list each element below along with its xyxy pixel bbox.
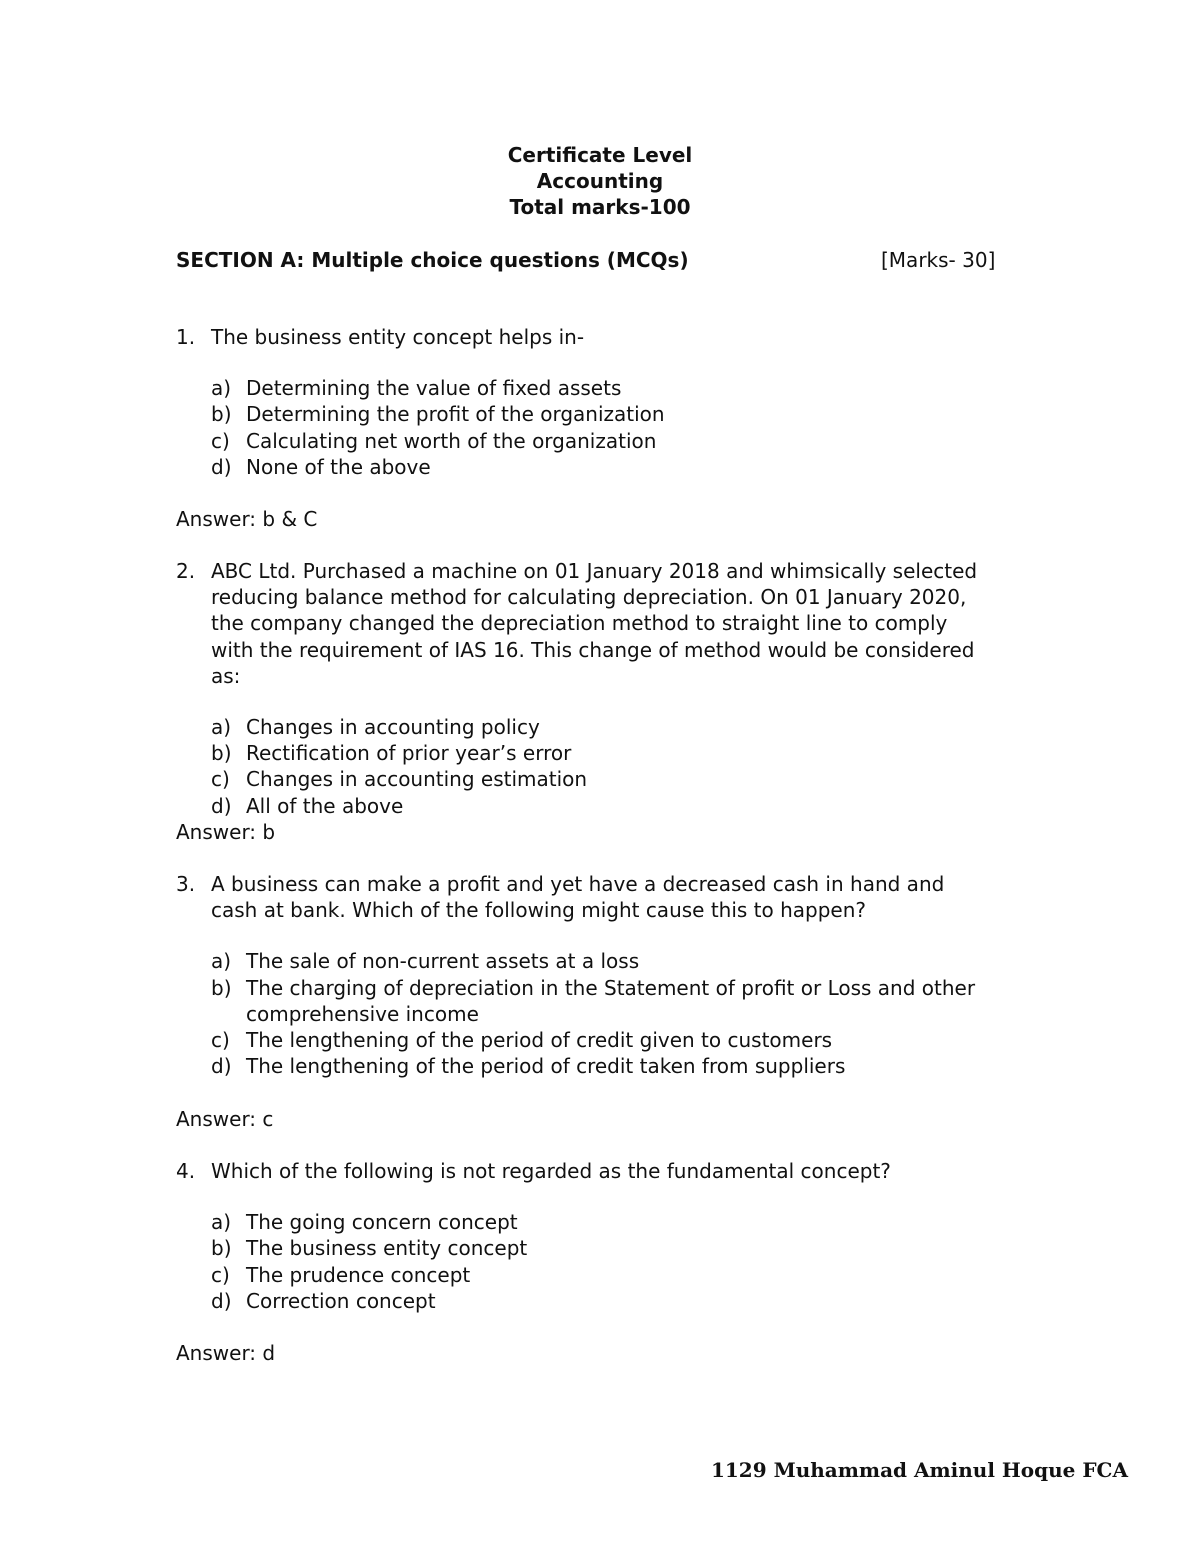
option-letter: c) <box>211 1262 230 1287</box>
option-letter: b) <box>211 402 232 427</box>
option-letter: d) <box>211 454 232 479</box>
option-item <box>211 1209 996 1235</box>
option-item <box>211 1262 996 1288</box>
question-number: 1. <box>176 325 196 349</box>
option-item <box>211 401 996 427</box>
option-letter: a) <box>211 376 232 401</box>
option-item <box>211 1235 996 1261</box>
section-marks: [Marks- 30] <box>881 248 996 272</box>
option-list <box>176 714 996 819</box>
option-letter: b) <box>211 975 232 1000</box>
option-text: All of the above <box>246 793 404 818</box>
option-item <box>211 1053 996 1079</box>
option-item <box>211 454 996 480</box>
option-text: The prudence concept <box>246 1262 471 1287</box>
option-text: Rectification of prior year’s error <box>246 741 572 766</box>
option-item <box>211 793 996 819</box>
option-letter: a) <box>211 949 232 974</box>
option-item <box>211 1288 996 1314</box>
option-text: Determining the profit of the organization <box>246 402 665 427</box>
option-text: Changes in accounting estimation <box>246 767 588 792</box>
option-text: Calculating net worth of the organization <box>246 428 657 453</box>
option-letter: c) <box>211 428 230 453</box>
answer-2: Answer: b <box>176 820 276 844</box>
question-stem <box>176 1158 996 1184</box>
option-letter: a) <box>211 715 232 740</box>
option-item <box>211 766 996 792</box>
option-text: The business entity concept <box>246 1236 528 1261</box>
option-letter: d) <box>211 1288 232 1313</box>
option-item <box>211 714 996 740</box>
option-text: None of the above <box>246 454 431 479</box>
question-4 <box>176 1158 996 1314</box>
option-item <box>211 948 996 974</box>
question-2 <box>176 558 996 819</box>
document-header <box>0 142 1200 220</box>
option-letter: b) <box>211 1236 232 1261</box>
option-item <box>211 975 996 1027</box>
question-stem <box>176 324 996 350</box>
option-letter: b) <box>211 741 232 766</box>
question-stem <box>176 558 996 689</box>
option-text: The charging of depreciation in the Statement of profit or Loss and other comprehensive income <box>246 975 976 1026</box>
question-1 <box>176 324 996 480</box>
option-text: The sale of non-current assets at a loss <box>246 949 640 974</box>
option-item <box>211 428 996 454</box>
question-text: A business can make a profit and yet have a decreased cash in hand and cash at bank. Which of the following might cause this to happen? <box>211 872 945 923</box>
question-text: The business entity concept helps in- <box>211 325 585 349</box>
total-marks: Total marks-100 <box>509 195 691 219</box>
subject-title: Accounting <box>536 169 664 193</box>
section-title: SECTION A: Multiple choice questions (MCQs) <box>176 248 689 272</box>
option-text: Correction concept <box>246 1288 436 1313</box>
answer-3: Answer: c <box>176 1107 274 1131</box>
certificate-level-title: Certificate Level <box>507 143 693 167</box>
option-list <box>176 948 996 1079</box>
option-list <box>176 375 996 480</box>
option-item <box>211 1027 996 1053</box>
question-stem <box>176 871 996 923</box>
option-letter: c) <box>211 767 230 792</box>
option-letter: c) <box>211 1028 230 1053</box>
answer-1: Answer: b & C <box>176 507 318 531</box>
option-letter: d) <box>211 793 232 818</box>
option-letter: a) <box>211 1210 232 1235</box>
question-text: ABC Ltd. Purchased a machine on 01 January 2018 and whimsically selected reducing balance method for calculating depreciation. On 01 January 2020, the company changed the depreciation method to straight line to comply with the requirement of IAS 16. This change of method would be considered as: <box>211 559 978 688</box>
option-text: The lengthening of the period of credit given to customers <box>246 1028 833 1053</box>
question-text: Which of the following is not regarded as the fundamental concept? <box>211 1159 891 1183</box>
option-list <box>176 1209 996 1314</box>
question-3 <box>176 871 996 1079</box>
answer-4: Answer: d <box>176 1341 276 1365</box>
option-text: Changes in accounting policy <box>246 715 540 740</box>
question-number: 4. <box>176 1159 196 1183</box>
option-text: The going concern concept <box>246 1210 518 1235</box>
option-letter: d) <box>211 1054 232 1079</box>
author-footer: 1129 Muhammad Aminul Hoque FCA <box>710 1458 1128 1482</box>
question-number: 2. <box>176 559 196 583</box>
section-heading <box>176 247 996 273</box>
option-text: Determining the value of fixed assets <box>246 376 622 401</box>
option-text: The lengthening of the period of credit taken from suppliers <box>246 1054 846 1079</box>
question-number: 3. <box>176 872 196 896</box>
option-item <box>211 740 996 766</box>
option-item <box>211 375 996 401</box>
